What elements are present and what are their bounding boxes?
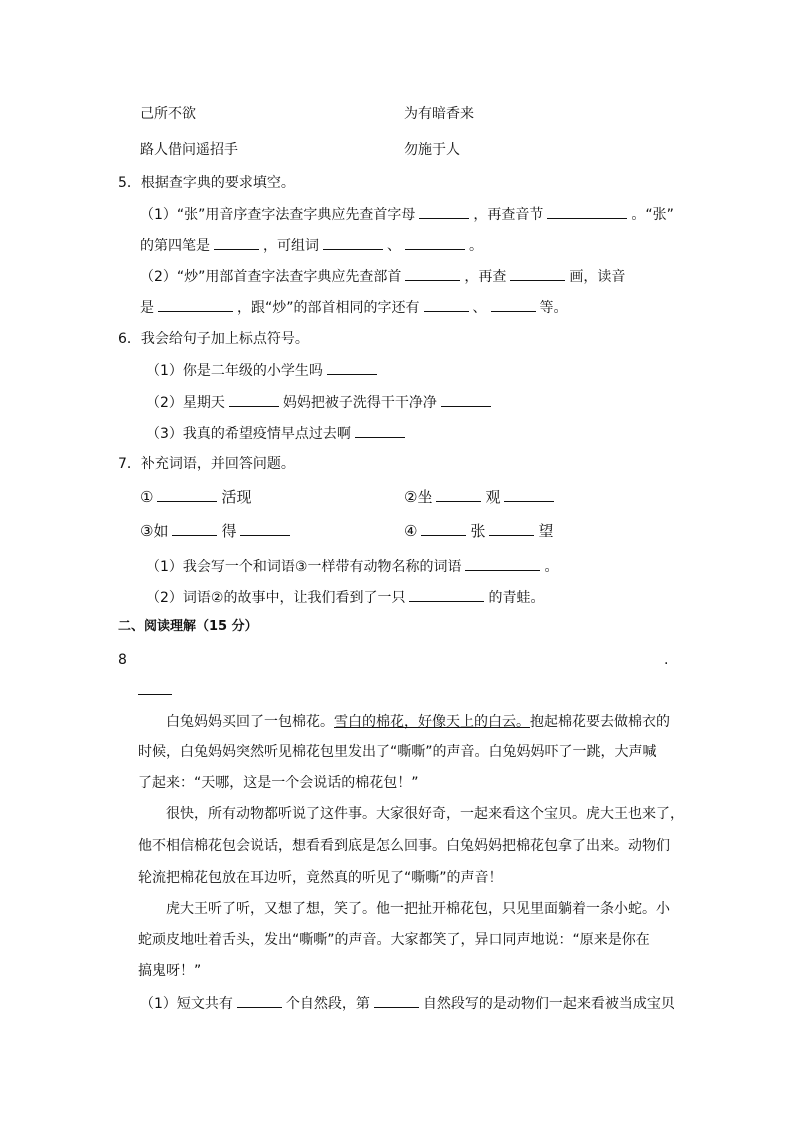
q7-w2-text-a: ②坐 xyxy=(404,488,433,506)
passage-p2-line3: 轮流把棉花包放在耳边听，竟然真的听见了“嘶嘶”的声音！ xyxy=(138,870,503,886)
answer-blank[interactable] xyxy=(158,297,233,312)
q8-1-text-b: 个自然段，第 xyxy=(285,996,370,1012)
q7-w4-text-b: 张 xyxy=(470,522,486,540)
match-left-1: 己所不欲 xyxy=(140,106,196,122)
q7-qb-end: 的青蛙。 xyxy=(488,590,545,606)
section-2-heading: 二、阅读理解（15 分） xyxy=(118,619,258,634)
q5-p1g: 。 xyxy=(469,238,483,254)
answer-blank[interactable] xyxy=(214,235,259,250)
passage-p1-line1 xyxy=(166,712,670,732)
answer-blank[interactable] xyxy=(374,993,419,1008)
q7-word-2 xyxy=(404,487,558,507)
q5-p2b: ，再查 xyxy=(464,269,507,285)
answer-blank[interactable] xyxy=(424,297,469,312)
q8-part1 xyxy=(140,993,675,1014)
q6-s1-text: （1）你是二年级的小学生吗 xyxy=(146,363,323,379)
answer-blank[interactable] xyxy=(436,487,481,502)
answer-blank[interactable] xyxy=(547,204,627,219)
match-left-2: 路人借问遥招手 xyxy=(140,142,238,158)
q7-title: 7．补充词语，并回答问题。 xyxy=(118,456,295,472)
q8-number: 8 xyxy=(118,652,127,668)
q8-1-text-a: （1）短文共有 xyxy=(140,996,233,1012)
q7-w1-num: ① xyxy=(140,488,154,506)
passage-p3-line2: 蛇顽皮地吐着舌头，发出“嘶嘶”的声音。大家都笑了，异口同声地说：“原来是你在 xyxy=(138,932,650,948)
answer-blank[interactable] xyxy=(157,487,217,502)
q7-w1-text: 活现 xyxy=(221,488,252,506)
q7-word-4 xyxy=(404,521,553,541)
answer-blank[interactable] xyxy=(421,521,466,536)
q5-part1-line2 xyxy=(140,235,483,256)
answer-blank[interactable] xyxy=(323,235,383,250)
q5-p2a: （2）“炒”用部首查字法查字典应先查部首 xyxy=(140,269,402,285)
answer-blank[interactable] xyxy=(172,521,217,536)
q5-p2g: 等。 xyxy=(539,300,568,316)
q7-qa-text: （1）我会写一个和词语③一样带有动物名称的词语 xyxy=(146,559,462,575)
q5-p1c: 。“张” xyxy=(631,207,674,223)
answer-blank[interactable] xyxy=(504,487,554,502)
answer-blank[interactable] xyxy=(409,587,484,602)
q5-p1d: 的第四笔是 xyxy=(140,238,210,254)
q5-title: 5．根据查字典的要求填空。 xyxy=(118,175,295,191)
answer-blank[interactable] xyxy=(229,392,279,407)
q5-p1a: （1）“张”用音序查字法查字典应先查首字母 xyxy=(140,207,416,223)
answer-blank[interactable] xyxy=(327,360,377,375)
q5-part2-line1 xyxy=(140,266,625,287)
q7-question-2 xyxy=(146,587,544,608)
q6-title: 6．我会给句子加上标点符号。 xyxy=(118,331,309,347)
q7-question-1 xyxy=(146,556,558,577)
answer-blank[interactable] xyxy=(237,993,282,1008)
q5-p2f: 、 xyxy=(472,300,487,316)
answer-blank[interactable] xyxy=(510,266,565,281)
answer-blank[interactable] xyxy=(405,266,460,281)
answer-blank[interactable] xyxy=(240,521,290,536)
passage-p1-post: 抱起棉花要去做棉衣的 xyxy=(530,714,670,730)
q6-sentence-3 xyxy=(146,423,409,444)
q8-1-text-c: 自然段写的是动物们一起来看被当成宝贝 xyxy=(422,996,675,1012)
match-right-1: 为有暗香来 xyxy=(404,106,474,122)
passage-p2-line1: 很快，所有动物都听说了这件事。大家很好奇，一起来看这个宝贝。虎大王也来了， xyxy=(166,806,684,822)
q7-w3-text-b: 得 xyxy=(221,522,237,540)
q5-p2d: 是 xyxy=(140,300,154,316)
answer-blank[interactable] xyxy=(355,423,405,438)
q5-p1f: 、 xyxy=(387,238,401,254)
q7-qb-text: （2）词语②的故事中，让我们看到了一只 xyxy=(146,590,406,606)
answer-blank[interactable] xyxy=(489,521,534,536)
q7-w4-text-c: 望 xyxy=(538,522,554,540)
q5-part1-line1 xyxy=(140,204,674,225)
match-right-2: 勿施于人 xyxy=(404,142,460,158)
answer-blank[interactable] xyxy=(441,392,491,407)
q8-title-blank[interactable] xyxy=(138,694,172,695)
q8-dot: . xyxy=(664,652,669,668)
q6-s2-text-a: （2）星期天 xyxy=(146,395,225,411)
q7-w2-text-b: 观 xyxy=(485,488,501,506)
answer-blank[interactable] xyxy=(491,297,536,312)
answer-blank[interactable] xyxy=(405,235,465,250)
q5-p1b: ，再查音节 xyxy=(473,207,544,223)
q6-sentence-1 xyxy=(146,360,381,381)
q7-w4-text-a: ④ xyxy=(404,522,418,540)
answer-blank[interactable] xyxy=(465,556,540,571)
q5-p2c: 画，读音 xyxy=(569,269,626,285)
passage-p1-line2: 时候，白兔妈妈突然听见棉花包里发出了“嘶嘶”的声音。白兔妈妈吓了一跳，大声喊 xyxy=(138,744,657,760)
answer-blank[interactable] xyxy=(419,204,469,219)
q5-part2-line2 xyxy=(140,297,568,318)
q6-s3-text: （3）我真的希望疫情早点过去啊 xyxy=(146,426,351,442)
q6-sentence-2 xyxy=(146,392,495,413)
q7-word-3 xyxy=(140,521,294,541)
passage-p1-line3: 了起来：“天哪，这是一个会说话的棉花包！” xyxy=(138,775,419,791)
q7-qa-end: 。 xyxy=(544,559,559,575)
passage-p1-pre: 白兔妈妈买回了一包棉花。 xyxy=(166,714,334,730)
q5-p1e: ，可组词 xyxy=(263,238,319,254)
q7-word-1 xyxy=(140,487,251,507)
passage-underlined-sentence: 雪白的棉花，好像天上的白云。 xyxy=(334,714,530,730)
q6-s2-text-b: 妈妈把被子洗得干干净净 xyxy=(282,395,437,411)
passage-p2-line2: 他不相信棉花包会说话，想看看到底是怎么回事。白兔妈妈把棉花包拿了出来。动物们 xyxy=(138,838,670,854)
passage-p3-line1: 虎大王听了听，又想了想，笑了。他一把扯开棉花包，只见里面躺着一条小蛇。小 xyxy=(166,901,670,917)
q5-p2e: ，跟“炒”的部首相同的字还有 xyxy=(237,300,420,316)
passage-p3-line3: 搞鬼呀！” xyxy=(138,963,202,979)
q7-w3-text-a: ③如 xyxy=(140,522,169,540)
